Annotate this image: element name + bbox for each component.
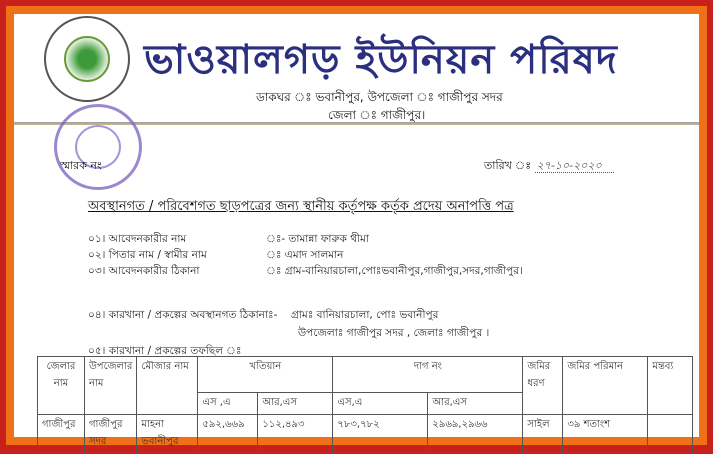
- father-name-label: ০২। পিতার নাম / স্বামীর নাম: [88, 249, 207, 261]
- header-dag: দাগ নং: [333, 357, 523, 393]
- father-name-value: ঃ এমাদ সালমান: [266, 249, 344, 261]
- cell-khatian-rs: ১১২,৪৯৩: [258, 415, 333, 454]
- header-remarks: মন্তব্য: [648, 357, 693, 415]
- official-seal-stamp: [54, 104, 142, 190]
- applicant-name-value: ঃ- তামান্না ফারুক থীমা: [266, 233, 369, 245]
- cell-dag-sa: ৭৮৩,৭৮২: [333, 415, 428, 454]
- cell-upazila: গাজীপুর সদর: [85, 415, 137, 454]
- details-label: ০৫। কারখানা / প্রকল্পের তফছিল ঃ: [88, 345, 242, 357]
- union-parishad-logo: [44, 16, 130, 102]
- cell-khatian-sa: ৫৯২,৬৬৯: [198, 415, 258, 454]
- applicant-address-label: ০৩। আবেদনকারীর ঠিকানা: [88, 265, 200, 277]
- cell-mouza: মাহনা ভবানীপুর: [137, 415, 198, 454]
- applicant-address-value: ঃ গ্রাম-বানিয়ারচালা,পোঃভবানীপুর,গাজীপুর,সদর,গাজীপুর।: [266, 265, 523, 277]
- header-upazila: উপজেলার নাম: [85, 357, 137, 415]
- header-district: জেলার নাম: [38, 357, 85, 415]
- page-title: ভাওয়ালগড় ইউনিয়ন পরিষদ: [144, 37, 618, 83]
- header-land-type: জমির ধরণ: [523, 357, 563, 415]
- date-value: ২৭-১০-২০২০: [535, 159, 614, 173]
- factory-address-line-1: গ্রামঃ বানিয়ারচালা, পোঃ ভবানীপুর: [291, 309, 439, 321]
- applicant-name-label: ০১। আবেদনকারীর নাম: [88, 233, 187, 245]
- address-line-2: জেলা ঃ গাজীপুর।: [328, 108, 426, 122]
- date-label: তারিখ ঃ: [484, 159, 532, 172]
- subject-heading: অবস্থানগত / পরিবেশগত ছাড়পত্রের জন্য স্থানীয় কর্তৃপক্ষ কর্তৃক প্রদেয় অনাপত্তি পত্র: [88, 199, 514, 214]
- subheader-dag-rs: আর,এস: [428, 393, 523, 415]
- subheader-khatian-sa: এস ,এ: [198, 393, 258, 415]
- cell-land-type: সাইল: [523, 415, 563, 454]
- date-field: [484, 157, 614, 176]
- subheader-khatian-rs: আর,এস: [258, 393, 333, 415]
- factory-address-label: ০৪। কারখানা / প্রকল্পের অবস্থানগত ঠিকানাঃ-: [88, 309, 278, 321]
- cell-remarks: [648, 415, 693, 454]
- document-page: [14, 14, 699, 447]
- cell-land-amount: ৩৯ শতাংশ: [563, 415, 648, 454]
- subheader-dag-sa: এস,এ: [333, 393, 428, 415]
- cell-district: গাজীপুর: [38, 415, 85, 454]
- cell-dag-rs: ২৯৬৯,২৯৬৬: [428, 415, 523, 454]
- memo-number-label: স্মারক নং: [60, 159, 102, 172]
- land-details-table: [37, 356, 693, 454]
- header-mouza: মৌজার নাম: [137, 357, 198, 415]
- factory-address-line-2: উপজেলাঃ গাজীপুর সদর , জেলাঃ গাজীপুর ।: [298, 327, 490, 339]
- header-khatian: খতিয়ান: [198, 357, 333, 393]
- table-row: [38, 415, 693, 454]
- header-land-amount: জমির পরিমান: [563, 357, 648, 415]
- address-line-1: ডাকঘর ঃ ভবানীপুর, উপজেলা ঃ গাজীপুর সদর: [256, 90, 503, 104]
